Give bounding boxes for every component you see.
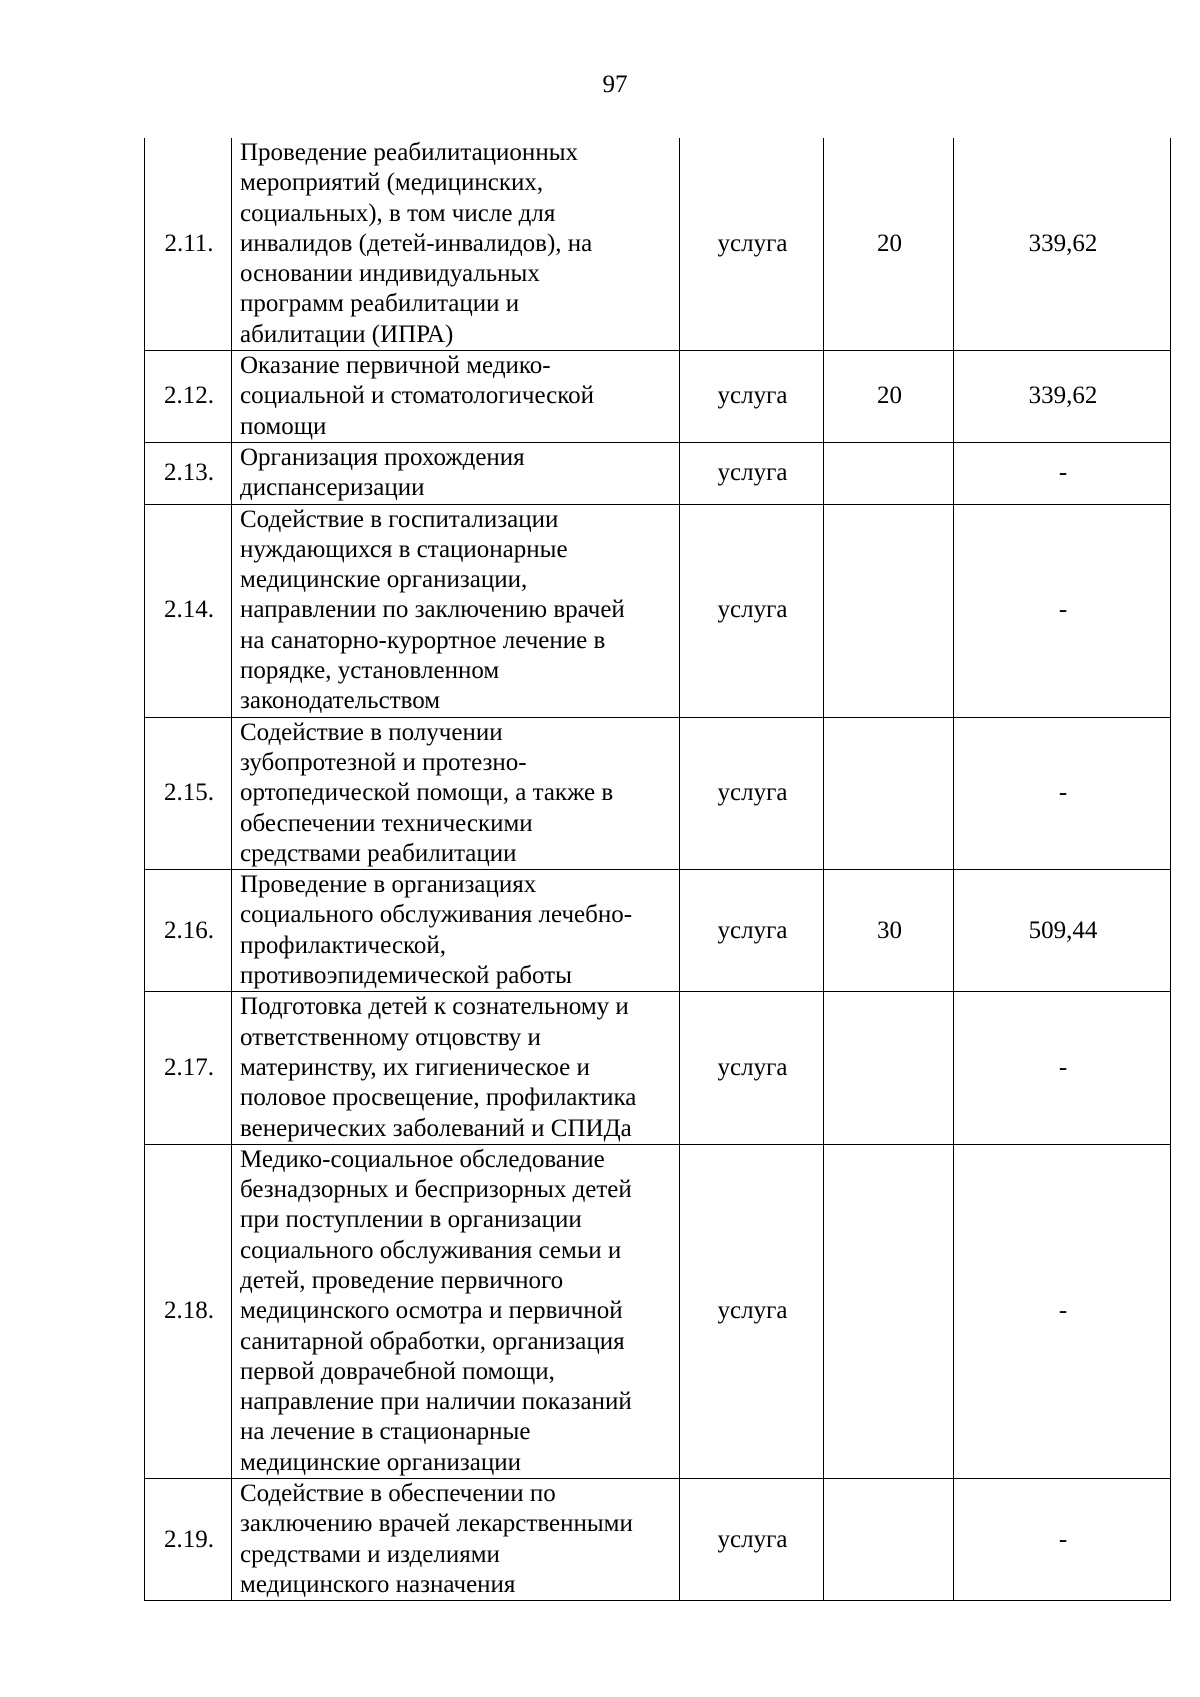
service-name-line: Содействие в обеспечении по [240, 1480, 556, 1508]
service-name-cell [232, 442, 680, 504]
service-name-line: первой доврачебной помощи, [240, 1357, 555, 1385]
service-name-cell [232, 870, 680, 992]
service-name-line: направлении по заключению врачей [240, 596, 625, 624]
row-number-cell: 2.18. [145, 1144, 232, 1478]
service-name-line: мероприятий (медицинских, [240, 169, 544, 197]
quantity-cell [824, 504, 954, 717]
row-number-cell: 2.14. [145, 504, 232, 717]
table-row [145, 442, 1171, 504]
unit-cell: услуга [680, 870, 824, 992]
services-table [144, 138, 1171, 1601]
service-name-line: направление при наличии показаний [240, 1388, 632, 1416]
quantity-cell [824, 1479, 954, 1601]
service-name-cell [232, 138, 680, 351]
service-name-line: профилактической, [240, 931, 447, 959]
price-cell: 509,44 [954, 870, 1171, 992]
unit-cell: услуга [680, 1144, 824, 1478]
row-number-cell: 2.19. [145, 1479, 232, 1601]
service-name-line: на санаторно-курортное лечение в [240, 626, 606, 654]
service-name-line: социальных), в том числе для [240, 199, 556, 227]
table-row [145, 351, 1171, 443]
price-cell: - [954, 1479, 1171, 1601]
service-name-line: медицинского осмотра и первичной [240, 1297, 623, 1325]
service-name-line: ответственному отцовству и [240, 1023, 541, 1051]
table-row [145, 504, 1171, 717]
row-number-cell: 2.13. [145, 442, 232, 504]
quantity-cell: 30 [824, 870, 954, 992]
unit-cell: услуга [680, 442, 824, 504]
service-name-cell [232, 351, 680, 443]
service-name-line: Оказание первичной медико- [240, 352, 551, 380]
row-number-cell: 2.11. [145, 138, 232, 351]
service-name-line: диспансеризации [240, 474, 425, 502]
service-name-cell [232, 992, 680, 1144]
quantity-cell [824, 717, 954, 869]
service-name-line: медицинские организации, [240, 566, 528, 594]
service-name-line: социального обслуживания семьи и [240, 1236, 622, 1264]
table-row [145, 1479, 1171, 1601]
service-name-line: ортопедической помощи, а также в [240, 779, 614, 807]
service-name-line: санитарной обработки, организация [240, 1327, 625, 1355]
row-number-cell: 2.17. [145, 992, 232, 1144]
service-name-line: порядке, установленном [240, 657, 500, 685]
service-name-line: половое просвещение, профилактика [240, 1084, 637, 1112]
service-name-line: заключению врачей лекарственными [240, 1510, 633, 1538]
table-row [145, 992, 1171, 1144]
service-name-line: Содействие в получении [240, 718, 503, 746]
service-name-line: Медико-социальное обследование [240, 1145, 605, 1173]
service-name-line: инвалидов (детей-инвалидов), на [240, 229, 593, 257]
service-name-line: социального обслуживания лечебно- [240, 901, 633, 929]
service-name-line: Содействие в госпитализации [240, 505, 559, 533]
price-cell: - [954, 1144, 1171, 1478]
unit-cell: услуга [680, 992, 824, 1144]
service-name-line: медицинские организации [240, 1448, 522, 1476]
price-cell: 339,62 [954, 351, 1171, 443]
service-name-line: средствами реабилитации [240, 839, 517, 867]
page-number: 97 [602, 71, 628, 98]
service-name-line: нуждающихся в стационарные [240, 535, 568, 563]
service-name-cell [232, 717, 680, 869]
price-cell: - [954, 717, 1171, 869]
quantity-cell: 20 [824, 351, 954, 443]
table-row [145, 870, 1171, 992]
service-name-line: при поступлении в организации [240, 1206, 582, 1234]
service-name-line: противоэпидемической работы [240, 962, 572, 990]
service-name-line: обеспечении техническими [240, 809, 533, 837]
service-name-line: абилитации (ИПРА) [240, 320, 454, 348]
row-number-cell: 2.16. [145, 870, 232, 992]
quantity-cell [824, 1144, 954, 1478]
price-cell: - [954, 992, 1171, 1144]
table-row [145, 1144, 1171, 1478]
service-name-line: венерических заболеваний и СПИДа [240, 1114, 632, 1142]
quantity-cell [824, 992, 954, 1144]
service-name-line: Организация прохождения [240, 443, 525, 471]
service-name-line: материнству, их гигиеническое и [240, 1053, 590, 1081]
service-name-line: законодательством [240, 687, 441, 715]
row-number-cell: 2.15. [145, 717, 232, 869]
service-name-line: средствами и изделиями [240, 1540, 500, 1568]
quantity-cell [824, 442, 954, 504]
service-name-line: медицинского назначения [240, 1570, 516, 1598]
price-cell: - [954, 504, 1171, 717]
service-name-line: основании индивидуальных [240, 260, 540, 288]
service-name-line: программ реабилитации и [240, 290, 520, 318]
table-row [145, 138, 1171, 351]
service-name-line: социальной и стоматологической [240, 382, 595, 410]
row-number-cell: 2.12. [145, 351, 232, 443]
price-cell: - [954, 442, 1171, 504]
unit-cell: услуга [680, 717, 824, 869]
service-name-cell [232, 1144, 680, 1478]
service-name-line: на лечение в стационарные [240, 1418, 531, 1446]
table-row [145, 717, 1171, 869]
unit-cell: услуга [680, 1479, 824, 1601]
service-name-line: Проведение реабилитационных [240, 139, 578, 166]
service-name-cell [232, 1479, 680, 1601]
service-name-line: Проведение в организациях [240, 871, 537, 899]
service-name-line: зубопротезной и протезно- [240, 748, 527, 776]
quantity-cell: 20 [824, 138, 954, 351]
unit-cell: услуга [680, 504, 824, 717]
service-name-line: детей, проведение первичного [240, 1266, 564, 1294]
unit-cell: услуга [680, 138, 824, 351]
services-table-body [145, 138, 1171, 1601]
price-cell: 339,62 [954, 138, 1171, 351]
service-name-line: помощи [240, 412, 327, 440]
unit-cell: услуга [680, 351, 824, 443]
service-name-cell [232, 504, 680, 717]
service-name-line: Подготовка детей к сознательному и [240, 993, 629, 1021]
service-name-line: безнадзорных и беспризорных детей [240, 1176, 632, 1204]
